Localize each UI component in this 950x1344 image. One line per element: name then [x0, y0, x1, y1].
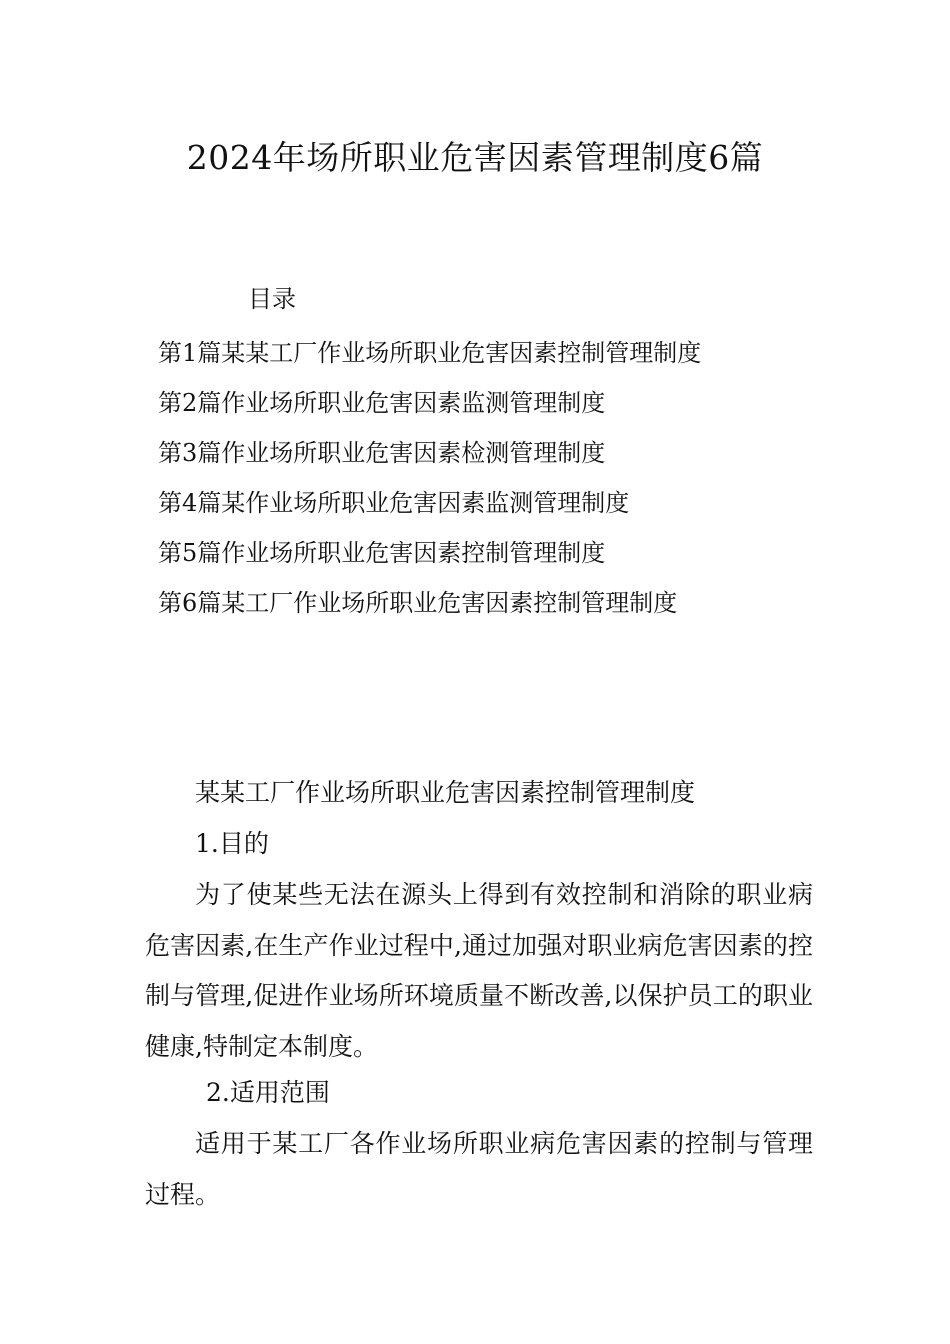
- heading-scope: 2.适用范围: [206, 1078, 330, 1107]
- paragraph-scope: 适用于某工厂各作业场所职业病危害因素的控制与管理过程。: [145, 1129, 813, 1209]
- document-title: 2024年场所职业危害因素管理制度6篇: [186, 138, 764, 177]
- toc-item-4[interactable]: 第4篇某作业场所职业危害因素监测管理制度: [158, 489, 630, 517]
- toc-item-2[interactable]: 第2篇作业场所职业危害因素监测管理制度: [158, 389, 606, 417]
- toc-item-1[interactable]: 第1篇某某工厂作业场所职业危害因素控制管理制度: [158, 339, 702, 367]
- toc-heading: 目录: [248, 285, 296, 313]
- table-of-contents: [158, 328, 701, 628]
- heading-purpose: 1.目的: [195, 829, 269, 858]
- toc-item-5[interactable]: 第5篇作业场所职业危害因素控制管理制度: [158, 539, 606, 567]
- toc-item-6[interactable]: 第6篇某工厂作业场所职业危害因素控制管理制度: [158, 589, 678, 617]
- section-title: 某某工厂作业场所职业危害因素控制管理制度: [195, 778, 696, 807]
- toc-item-3[interactable]: 第3篇作业场所职业危害因素检测管理制度: [158, 439, 606, 467]
- paragraph-purpose: 为了使某些无法在源头上得到有效控制和消除的职业病危害因素,在生产作业过程中,通过加强对职业病危害因素的控制与管理,促进作业场所环境质量不断改善,以保护员工的职业健康,特制定本制度。: [145, 880, 813, 1061]
